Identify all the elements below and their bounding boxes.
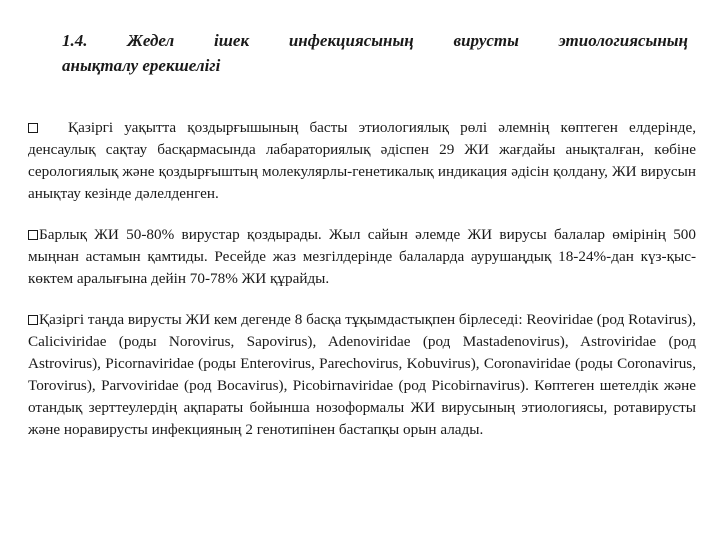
title-line-1: 1.4. Жедел ішек инфекциясының вирусты этиологиясының (62, 31, 688, 50)
paragraph-2-text: Барлық ЖИ 50-80% вирустар қоздырады. Жыл сайын әлемде ЖИ вирусы балалар өмірінің 500 мыңнан астамын қамтиды. Ресейде жаз мезгілдерінде балаларда аурушаңдық 18-24%-дан күз-қыс-көктем аралығына дейін 70-78% ЖИ құрайды. (28, 226, 696, 287)
square-bullet-icon (28, 315, 38, 325)
paragraph-1 (28, 117, 696, 205)
paragraph-1-text: Қазіргі уақытта қоздырғышының басты этиологиялық рөлі әлемнің көптеген елдерінде, денсаулық сақтау басқармасында лабараториялық әдіспен 29 ЖИ жағдайы анықталған, көбіне серологиялық және қоздырғыштың молекулярлы-генетикалық индикация әдісін қолдану, ЖИ вирусын анықтау кезінде дәлелденген. (28, 119, 696, 202)
paragraph-3-text: Қазіргі таңда вирусты ЖИ кем дегенде 8 басқа тұқымдастықпен бірлеседі: Reoviridae (род Rotavirus), Caliciviridae (роды Norovirus, Sapovirus), Adenoviridae (род Mastadenovirus), Astroviridae (род Astrovirus), Picornaviridae (роды Enterovirus, Parechovirus, Kobuvirus), Coronaviridae (роды Coronavirus, Torovirus), Parvoviridae (род Bocavirus), Picobirnaviridae (род Picobirnavirus). Көптеген шетелдік және отандық зерттеулердің ақпараты бойынша нозоформалы ЖИ вирусының этиологиясы, ротавирусты және норавирусты инфекцияның 2 генотипінен бастапқы орын алады. (28, 311, 697, 438)
paragraph-3 (28, 309, 696, 441)
square-bullet-icon (28, 230, 38, 240)
paragraph-2 (28, 224, 696, 290)
square-bullet-icon (28, 123, 38, 133)
title-line-2: анықталу ерекшелігі (62, 56, 221, 75)
slide-title (62, 28, 688, 78)
